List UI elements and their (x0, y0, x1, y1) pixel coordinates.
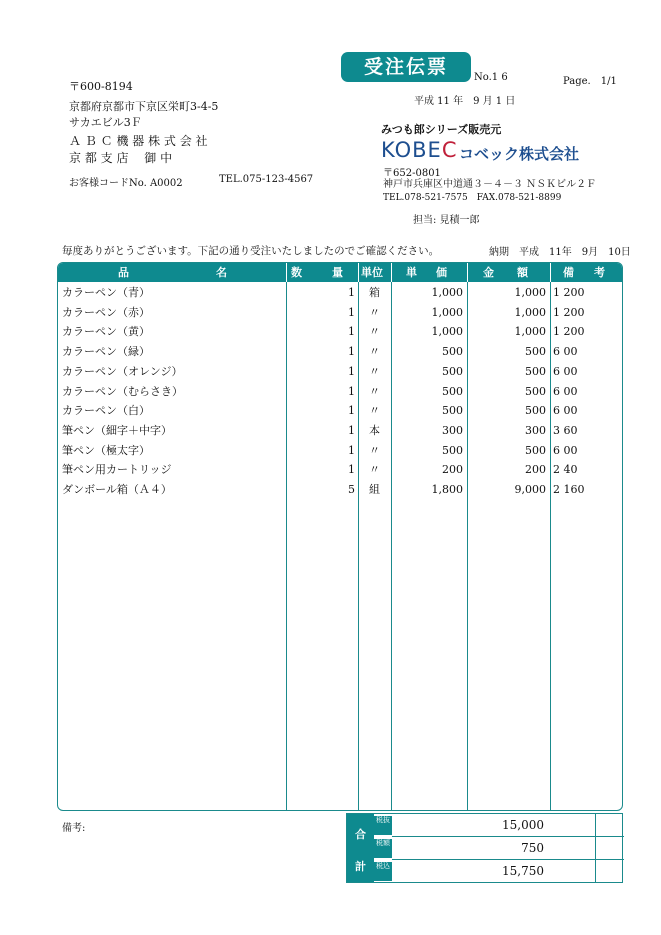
pre-tax-label: 税抜 (374, 816, 392, 835)
table-row (58, 322, 622, 342)
totals-box (346, 813, 623, 883)
cell-unit: 〃 (369, 364, 380, 378)
customer-company: Ａ Ｂ Ｃ 機 器 株 式 会 社 (69, 134, 208, 148)
col-amount-a: 金 (483, 266, 494, 279)
cell-amount: 300 (525, 423, 546, 437)
customer-address-2: サカエビル3Ｆ (69, 116, 142, 129)
customer-code: お客様コードNo. A0002 (69, 178, 183, 189)
document-number: No.1 6 (474, 72, 508, 83)
cell-amount: 200 (525, 463, 546, 477)
cell-note: 1 200 (553, 325, 585, 339)
cell-name: 筆ペン（極太字） (62, 443, 150, 457)
cell-price: 500 (442, 384, 463, 398)
logo-text: KOBE (381, 138, 442, 162)
seller-address: 神戸市兵庫区中道通３－４－３ ＮＳＫビル２Ｆ (383, 179, 597, 190)
cell-unit: 〃 (369, 305, 380, 319)
delivery-date: 納期 平成 11年 9月 10日 (489, 247, 631, 258)
cell-amount: 1,000 (514, 325, 546, 339)
tax-label: 税額 (374, 839, 392, 858)
col-item-a: 品 (118, 266, 129, 279)
col-qty-b: 量 (332, 266, 343, 279)
with-tax-label: 税込 (374, 862, 392, 881)
cell-unit: 〃 (369, 463, 380, 477)
cell-note: 6 00 (553, 384, 578, 398)
cell-note: 6 00 (553, 345, 578, 359)
cell-price: 1,800 (431, 483, 463, 496)
document-title: 受注伝票 (341, 52, 471, 82)
cell-name: 筆ペン（細字＋中字） (62, 423, 172, 437)
table-row (58, 401, 622, 421)
divider (467, 263, 468, 282)
issue-date: 平成 11 年 9 月 1 日 (414, 96, 516, 107)
table-row (58, 480, 622, 500)
cell-amount: 500 (525, 443, 546, 457)
table-row (58, 303, 622, 323)
divider (595, 837, 596, 859)
table-row (58, 382, 622, 402)
cell-qty: 1 (348, 384, 355, 398)
cell-name: カラーペン（緑） (62, 345, 150, 359)
cell-name: 筆ペン用カートリッジ (62, 463, 172, 477)
cell-amount: 1,000 (514, 305, 546, 319)
cell-name: ダンボール箱（Ａ４） (62, 483, 172, 496)
cell-unit: 〃 (369, 384, 380, 398)
cell-unit: 〃 (369, 325, 380, 339)
greeting-message: 毎度ありがとうございます。下記の通り受注いたしましたのでご確認ください。 (62, 245, 440, 257)
cell-qty: 1 (348, 404, 355, 418)
cell-qty: 1 (348, 325, 355, 339)
seller-company: コベック株式会社 (459, 145, 580, 163)
totals-label-b: 計 (355, 860, 366, 873)
remarks-label: 備考: (62, 823, 86, 834)
col-price-b: 価 (436, 266, 447, 279)
page-number: Page. 1/1 (563, 76, 617, 87)
cell-note: 3 60 (553, 423, 578, 437)
pre-tax-value: 15,000 (502, 818, 544, 832)
cell-qty: 1 (348, 423, 355, 437)
cell-name: カラーペン（黄） (62, 325, 150, 339)
cell-qty: 1 (348, 345, 355, 359)
cell-price: 500 (442, 345, 463, 359)
cell-price: 1,000 (431, 286, 463, 299)
cell-qty: 1 (348, 286, 355, 299)
table-row (58, 460, 622, 480)
cell-name: カラーペン（むらさき） (62, 384, 183, 398)
cell-note: 1 200 (553, 286, 585, 299)
divider (286, 263, 287, 282)
cell-qty: 5 (348, 483, 355, 496)
col-note-a: 備 (563, 266, 574, 279)
table-row (58, 283, 622, 303)
cell-unit: 〃 (369, 443, 380, 457)
cell-amount: 500 (525, 384, 546, 398)
seller-tagline: みつも郎シリーズ販売元 (381, 123, 502, 136)
cell-price: 200 (442, 463, 463, 477)
seller-person: 担当: 見積一郎 (413, 215, 480, 226)
cell-note: 6 00 (553, 443, 578, 457)
with-tax-row (392, 860, 624, 883)
cell-unit: 箱 (369, 286, 380, 299)
cell-amount: 500 (525, 404, 546, 418)
divider (391, 263, 392, 282)
cell-price: 1,000 (431, 325, 463, 339)
logo-c: C (441, 138, 458, 162)
with-tax-value: 15,750 (502, 864, 544, 878)
cell-amount: 1,000 (514, 286, 546, 299)
cell-note: 2 160 (553, 483, 585, 496)
tax-value: 750 (521, 841, 544, 855)
cell-qty: 1 (348, 364, 355, 378)
totals-label-a: 合 (355, 828, 366, 841)
cell-name: カラーペン（青） (62, 286, 150, 299)
cell-note: 6 00 (553, 364, 578, 378)
divider (595, 860, 596, 883)
customer-branch: 京 都 支 店 御 中 (69, 151, 173, 165)
cell-qty: 1 (348, 443, 355, 457)
cell-unit: 〃 (369, 404, 380, 418)
table-row (58, 362, 622, 382)
customer-tel: TEL.075-123-4567 (219, 174, 314, 185)
pre-tax-row (392, 814, 624, 837)
cell-name: カラーペン（オレンジ） (62, 364, 183, 378)
cell-unit: 組 (369, 483, 380, 496)
table-row (58, 441, 622, 461)
seller-tel-fax: TEL.078-521-7575 FAX.078-521-8899 (383, 193, 562, 203)
cell-qty: 1 (348, 463, 355, 477)
kobec-logo (381, 138, 458, 162)
cell-qty: 1 (348, 305, 355, 319)
cell-note: 6 00 (553, 404, 578, 418)
cell-amount: 500 (525, 345, 546, 359)
divider (595, 814, 596, 836)
cell-unit: 〃 (369, 345, 380, 359)
divider (358, 263, 359, 282)
customer-postal: 〒600-8194 (69, 80, 133, 93)
cell-price: 500 (442, 443, 463, 457)
cell-note: 2 40 (553, 463, 578, 477)
totals-label (347, 814, 374, 882)
cell-price: 300 (442, 423, 463, 437)
cell-unit: 本 (369, 423, 380, 437)
cell-price: 500 (442, 364, 463, 378)
customer-address-1: 京都府京都市下京区栄町3-4-5 (69, 100, 219, 113)
cell-name: カラーペン（赤） (62, 305, 150, 319)
table-row (58, 421, 622, 441)
table-row (58, 342, 622, 362)
divider (550, 263, 551, 282)
table-header (58, 263, 622, 282)
cell-note: 1 200 (553, 305, 585, 319)
cell-amount: 9,000 (514, 483, 546, 496)
col-price-a: 単 (406, 266, 417, 279)
tax-row (392, 837, 624, 860)
col-item-b: 名 (216, 266, 227, 279)
cell-price: 1,000 (431, 305, 463, 319)
cell-amount: 500 (525, 364, 546, 378)
cell-price: 500 (442, 404, 463, 418)
col-note-b: 考 (594, 266, 605, 279)
seller-postal: 〒652-0801 (383, 168, 441, 179)
col-amount-b: 額 (517, 266, 528, 279)
cell-name: カラーペン（白） (62, 404, 150, 418)
col-qty-a: 数 (291, 266, 302, 279)
col-unit: 単位 (361, 266, 383, 279)
items-table (57, 262, 623, 811)
